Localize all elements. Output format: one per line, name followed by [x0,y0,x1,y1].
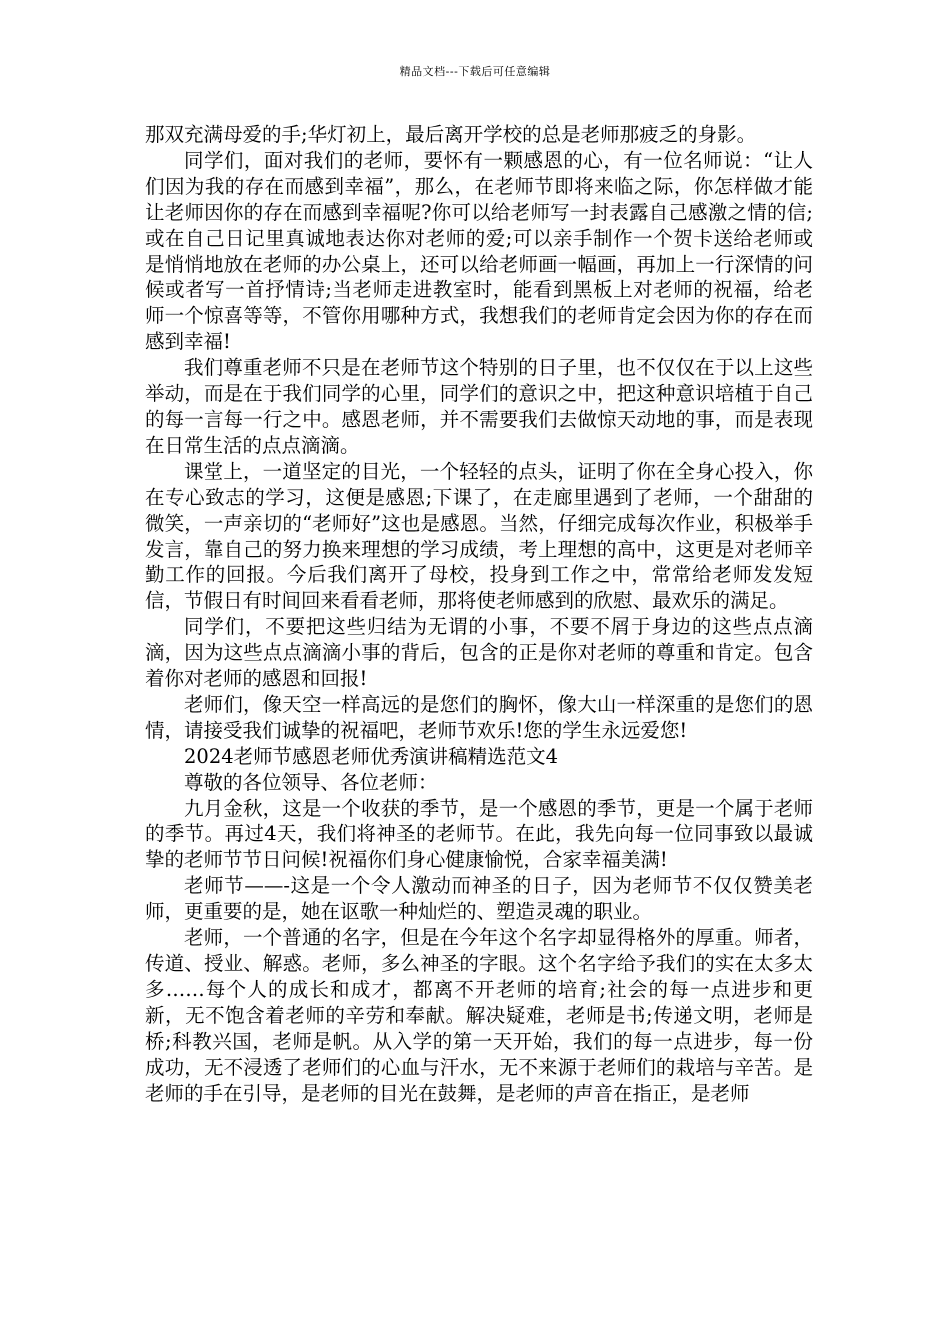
paragraph: 老师，一个普通的名字，但是在今年这个名字却显得格外的厚重。师者，传道、授业、解惑。老师，多么神圣的字眼。这个名字给予我们的实在太多太多……每个人的成长和成才，都离不开老师的培育;社会的每一点进步和更新，无不饱含着老师的辛劳和奉献。解决疑难，老师是书;传递文明，老师是桥;科教兴国，老师是帆。从入学的第一天开始，我们的每一点进步，每一份成功，无不浸透了老师们的心血与汗水，无不来源于老师们的栽培与辛苦。是老师的手在引导，是老师的目光在鼓舞，是老师的声音在指正，是老师 [145,926,813,1105]
section-title: 2024老师节感恩老师优秀演讲稿精选范文4 [184,744,559,768]
document-body [145,122,813,1106]
paragraph: 老师们，像天空一样高远的是您们的胸怀，像大山一样深重的是您们的恩情，请接受我们诚挚的祝福吧，老师节欢乐!您的学生永远爱您! [145,692,813,742]
paragraph: 我们尊重老师不只是在老师节这个特别的日子里，也不仅仅在于以上这些举动，而是在于我们同学的心里，同学们的意识之中，把这种意识培植于自己的每一言每一行之中。感恩老师，并不需要我们去做惊天动地的事，而是表现在日常生活的点点滴滴。 [145,356,813,457]
paragraph: 九月金秋，这是一个收获的季节，是一个感恩的季节，更是一个属于老师的季节。再过4天，我们将神圣的老师节。在此，我先向每一位同事致以最诚挚的老师节节日问候!祝福你们身心健康愉悦，合家幸福美满! [145,796,813,872]
paragraph: 老师节——-这是一个令人激动而神圣的日子，因为老师节不仅仅赞美老师，更重要的是，她在讴歌一种灿烂的、塑造灵魂的职业。 [145,874,813,924]
paragraph: 那双充满母爱的手;华灯初上，最后离开学校的总是老师那疲乏的身影。 [145,123,757,146]
salutation: 尊敬的各位领导、各位老师： [184,770,438,794]
paragraph: 课堂上，一道坚定的目光，一个轻轻的点头，证明了你在全身心投入，你在专心致志的学习，这便是感恩;下课了，在走廊里遇到了老师，一个甜甜的微笑，一声亲切的“老师好”这也是感恩。当然，仔细完成每次作业，积极举手发言，靠自己的努力换来理想的学习成绩，考上理想的高中，这更是对老师辛勤工作的回报。今后我们离开了母校，投身到工作之中，常常给老师发发短信，节假日有时间回来看看老师，那将使老师感到的欣慰、最欢乐的满足。 [145,459,813,613]
paragraph: 同学们，不要把这些归结为无谓的小事，不要不屑于身边的这些点点滴滴，因为这些点点滴滴小事的背后，包含的正是你对老师的尊重和肯定。包含着你对老师的感恩和回报! [145,615,813,691]
page-header: 精品文档---下载后可任意编辑 [399,65,551,78]
paragraph: 同学们，面对我们的老师，要怀有一颗感恩的心，有一位名师说：“让人们因为我的存在而感到幸福”，那么，在老师节即将来临之际，你怎样做才能让老师因你的存在而感到幸福呢?你可以给老师写一封表露自己感激之情的信;或在自己日记里真诚地表达你对老师的爱;可以亲手制作一个贺卡送给老师或是悄悄地放在老师的办公桌上，还可以给老师画一幅画，再加上一行深情的问候或者写一首抒情诗;当老师走进教室时，能看到黑板上对老师的祝福，给老师一个惊喜等等，不管你用哪种方式，我想我们的老师肯定会因为你的存在而感到幸福! [145,148,813,354]
